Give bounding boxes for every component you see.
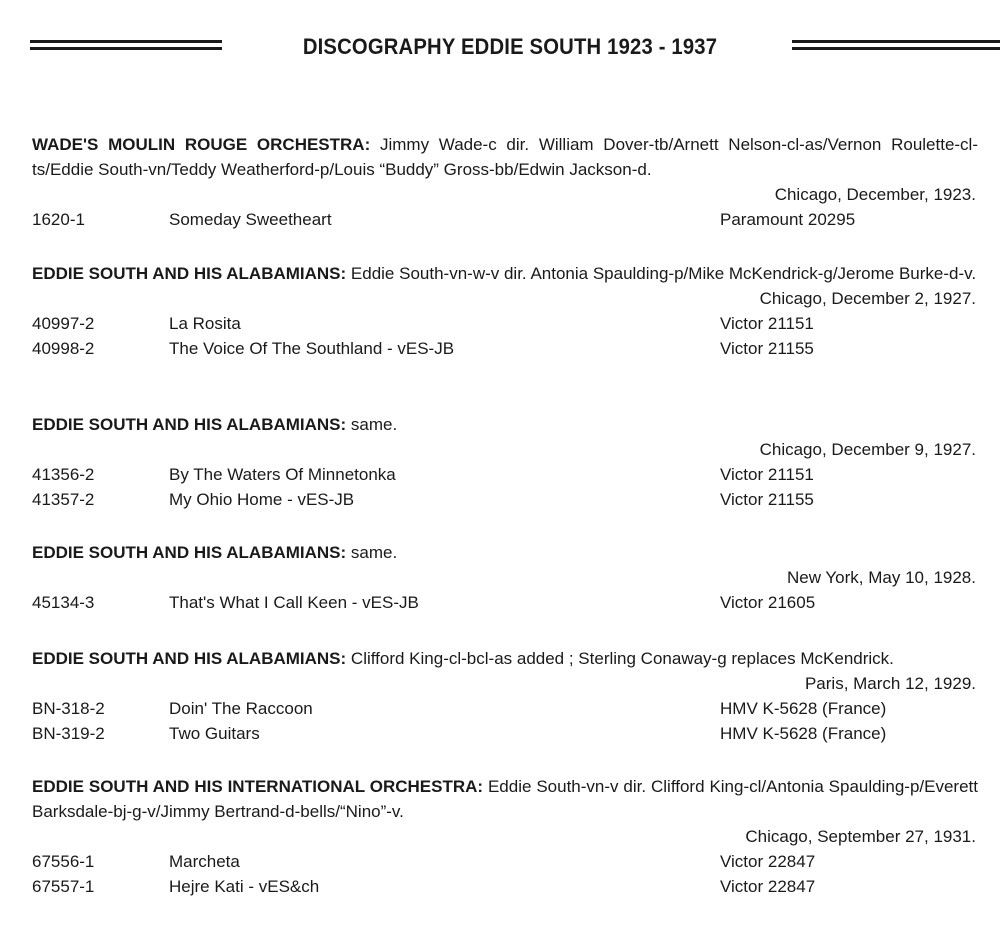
session-place-date: Paris, March 12, 1929. [804, 674, 976, 693]
record-title: Hejre Kati - vES&ch [169, 877, 320, 896]
record-row [32, 336, 978, 361]
record-label: Victor 22847 [720, 877, 816, 896]
page-title: DISCOGRAPHY EDDIE SOUTH 1923 - 1937 [302, 34, 718, 59]
record-row [32, 590, 978, 615]
matrix-number: BN-318-2 [32, 699, 105, 718]
session-1923-12 [32, 132, 978, 232]
band-name: EDDIE SOUTH AND HIS ALABAMIANS: [32, 649, 347, 668]
record-title: By The Waters Of Minnetonka [169, 465, 396, 484]
session-1927-12-02 [32, 261, 978, 361]
session-place-date: Chicago, December, 1923. [774, 185, 976, 204]
band-name: WADE'S MOULIN ROUGE ORCHESTRA: [32, 135, 371, 154]
session-1931-09-27 [32, 774, 978, 899]
record-row [32, 696, 978, 721]
record-row [32, 487, 978, 512]
session-header [32, 261, 978, 286]
session-place-date: Chicago, December 9, 1927. [759, 440, 976, 459]
record-label: Victor 21151 [720, 314, 814, 333]
personnel: same. [346, 543, 398, 562]
personnel: Clifford King-cl-bcl-as added ; Sterling Conaway-g replaces McKendrick. [346, 649, 894, 668]
record-title: Marcheta [169, 852, 240, 871]
matrix-number: 40998-2 [32, 339, 95, 358]
session-1928-05-10 [32, 540, 978, 615]
session-header [32, 412, 978, 437]
record-title: Two Guitars [169, 724, 260, 743]
session-place-date: Chicago, December 2, 1927. [759, 289, 976, 308]
record-row [32, 311, 978, 336]
personnel: Jimmy Wade-c dir. William Dover-tb/Arnett Nelson-cl-as/Vernon Roulette-cl-ts/Eddie South-vn/Teddy Weatherford-p/Louis “Buddy” Gross-bb/Edwin Jackson-d. [32, 135, 978, 179]
matrix-number: 67556-1 [32, 852, 95, 871]
session-header [32, 774, 978, 824]
record-label: Victor 22847 [720, 852, 816, 871]
band-name: EDDIE SOUTH AND HIS ALABAMIANS: [32, 415, 347, 434]
matrix-number: 41356-2 [32, 465, 95, 484]
session-place-date: New York, May 10, 1928. [786, 568, 976, 587]
record-row [32, 849, 978, 874]
record-label: HMV K-5628 (France) [720, 724, 887, 743]
session-header [32, 646, 978, 671]
session-header [32, 132, 978, 182]
matrix-number: 41357-2 [32, 490, 95, 509]
record-label: Victor 21155 [720, 339, 814, 358]
record-row [32, 874, 978, 899]
personnel: Eddie South-vn-w-v dir. Antonia Spaulding-p/Mike McKendrick-g/Jerome Burke-d-v. [346, 264, 977, 283]
matrix-number: 1620-1 [32, 210, 85, 229]
session-place-date: Chicago, September 27, 1931. [745, 827, 976, 846]
title-rule-left [30, 40, 222, 56]
record-label: Paramount 20295 [720, 210, 856, 229]
record-title: That's What I Call Keen - vES-JB [169, 593, 419, 612]
matrix-number: 67557-1 [32, 877, 95, 896]
band-name: EDDIE SOUTH AND HIS ALABAMIANS: [32, 264, 347, 283]
title-rule-right [792, 40, 1000, 56]
session-1929-03-12 [32, 646, 978, 746]
record-row [32, 462, 978, 487]
record-label: Victor 21155 [720, 490, 814, 509]
record-title: The Voice Of The Southland - vES-JB [169, 339, 455, 358]
record-title: Doin' The Raccoon [169, 699, 313, 718]
record-label: Victor 21605 [720, 593, 816, 612]
record-title: Someday Sweetheart [169, 210, 332, 229]
record-label: Victor 21151 [720, 465, 814, 484]
record-label: HMV K-5628 (France) [720, 699, 887, 718]
band-name: EDDIE SOUTH AND HIS ALABAMIANS: [32, 543, 347, 562]
matrix-number: 40997-2 [32, 314, 95, 333]
record-row [32, 207, 978, 232]
band-name: EDDIE SOUTH AND HIS INTERNATIONAL ORCHESTRA: [32, 777, 484, 796]
matrix-number: BN-319-2 [32, 724, 105, 743]
session-1927-12-09 [32, 412, 978, 512]
record-row [32, 721, 978, 746]
record-title: My Ohio Home - vES-JB [169, 490, 355, 509]
personnel: same. [346, 415, 398, 434]
session-header [32, 540, 978, 565]
record-title: La Rosita [169, 314, 241, 333]
personnel: Eddie South-vn-v dir. Clifford King-cl/Antonia Spaulding-p/Everett Barksdale-bj-g-v/Jimmy Bertrand-d-bells/“Nino”-v. [32, 777, 978, 821]
matrix-number: 45134-3 [32, 593, 95, 612]
